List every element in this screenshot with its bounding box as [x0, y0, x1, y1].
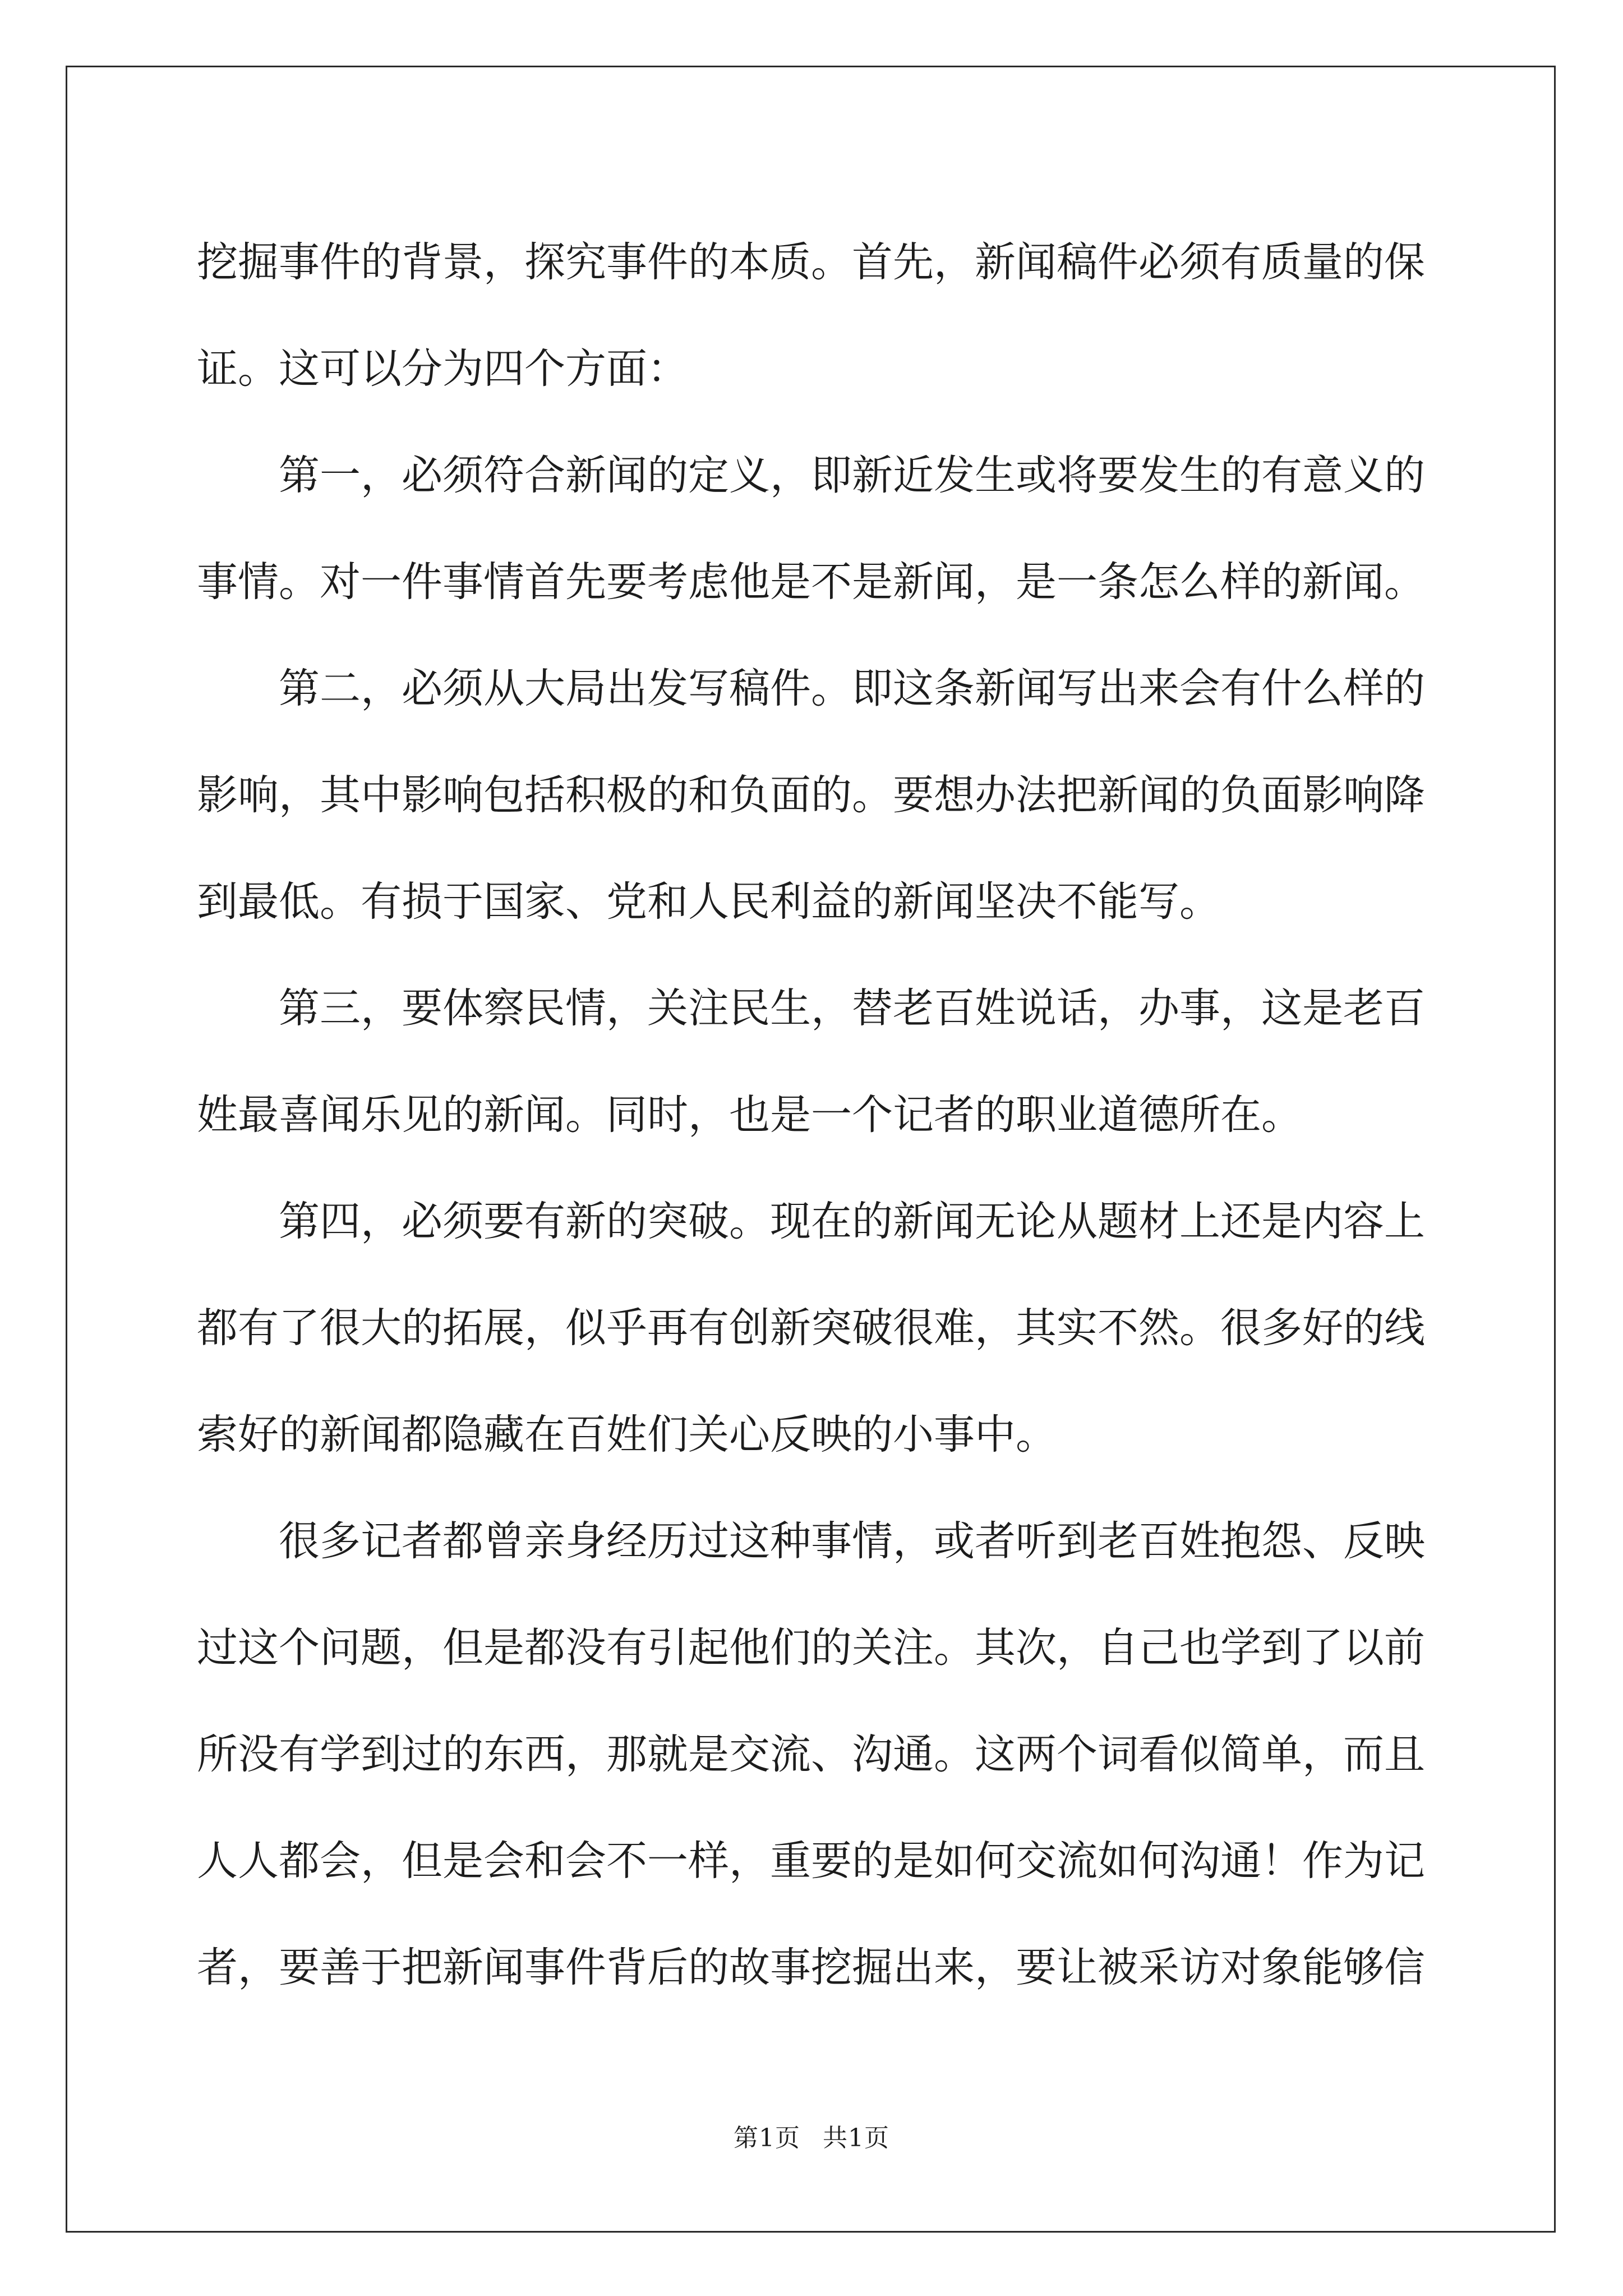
- page-number: 第1页: [734, 2124, 800, 2152]
- page-total: 共1页: [823, 2124, 889, 2152]
- paragraph-1: 挖掘事件的背景，探究事件的本质。首先，新闻稿件必须有质量的保证。这可以分为四个方面：: [197, 238, 1425, 393]
- page-footer: [0, 2118, 1623, 2154]
- paragraph-4: 第三，要体察民情，关注民生，替老百姓说话，办事，这是老百姓最喜闻乐见的新闻。同时，也是一个记者的职业道德所在。: [197, 984, 1425, 1139]
- paragraph-5: 第四，必须要有新的突破。现在的新闻无论从题材上还是内容上都有了很大的拓展，似乎再有创新突破很难，其实不然。很多好的线索好的新闻都隐藏在百姓们关心反映的小事中。: [197, 1198, 1425, 1458]
- paragraph-3: 第二，必须从大局出发写稿件。即这条新闻写出来会有什么样的影响，其中影响包括积极的和负面的。要想办法把新闻的负面影响降到最低。有损于国家、党和人民利益的新闻坚决不能写。: [197, 665, 1425, 926]
- paragraph-2: 第一，必须符合新闻的定义，即新近发生或将要发生的有意义的事情。对一件事情首先要考虑他是不是新闻，是一条怎么样的新闻。: [197, 452, 1425, 606]
- document-body: [197, 209, 1425, 2021]
- paragraph-6: 很多记者都曾亲身经历过这种事情，或者听到老百姓抱怨、反映过这个问题，但是都没有引起他们的关注。其次，自己也学到了以前所没有学到过的东西，那就是交流、沟通。这两个词看似简单，而且人人都会，但是会和会不一样，重要的是如何交流如何沟通！作为记者，要善于把新闻事件背后的故事挖掘出来，要让被采访对象能够信: [197, 1517, 1425, 1991]
